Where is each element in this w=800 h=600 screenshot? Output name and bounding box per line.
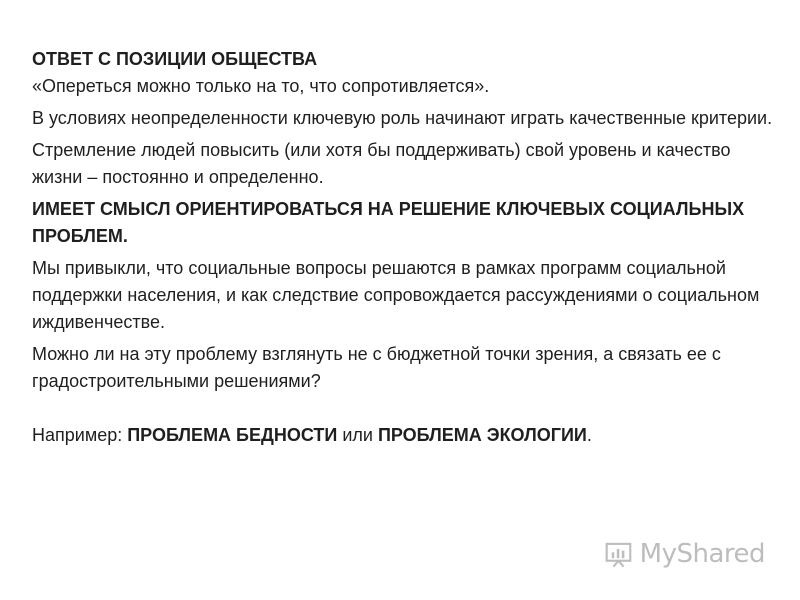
myshared-logo-icon [605, 538, 634, 570]
paragraph-question: Можно ли на эту проблему взглянуть не с бюджетной точки зрения, а связать ее с градостроительными решениями? [32, 344, 721, 391]
example-poverty: ПРОБЛЕМА БЕДНОСТИ [127, 425, 338, 445]
slide-heading: ОТВЕТ С ПОЗИЦИИ ОБЩЕСТВА [32, 49, 318, 69]
emphasis-statement: ИМЕЕТ СМЫСЛ ОРИЕНТИРОВАТЬСЯ НА РЕШЕНИЕ КЛЮЧЕВЫХ СОЦИАЛЬНЫХ ПРОБЛЕМ. [32, 199, 745, 246]
paragraph-social-programs: Мы привыкли, что социальные вопросы решаются в рамках программ социальной поддержки населения, и как следствие сопровождается рассуждениями о социальном иждивенчестве. [32, 258, 760, 332]
slide-content [32, 46, 777, 449]
example-ecology: ПРОБЛЕМА ЭКОЛОГИИ [377, 425, 587, 445]
paragraph-living-standard: Стремление людей повысить (или хотя бы поддерживать) свой уровень и качество жизни – постоянно и определенно. [32, 140, 731, 187]
myshared-watermark [605, 536, 765, 572]
paragraph-criteria: В условиях неопределенности ключевую роль начинают играть качественные критерии. [32, 108, 773, 128]
example-line [32, 422, 777, 449]
example-suffix: . [586, 425, 592, 445]
example-prefix: Например: [32, 425, 128, 445]
watermark-text: MyShared [639, 539, 765, 569]
example-connector: или [337, 425, 378, 445]
quote: «Опереться можно только на то, что сопротивляется». [32, 76, 490, 96]
